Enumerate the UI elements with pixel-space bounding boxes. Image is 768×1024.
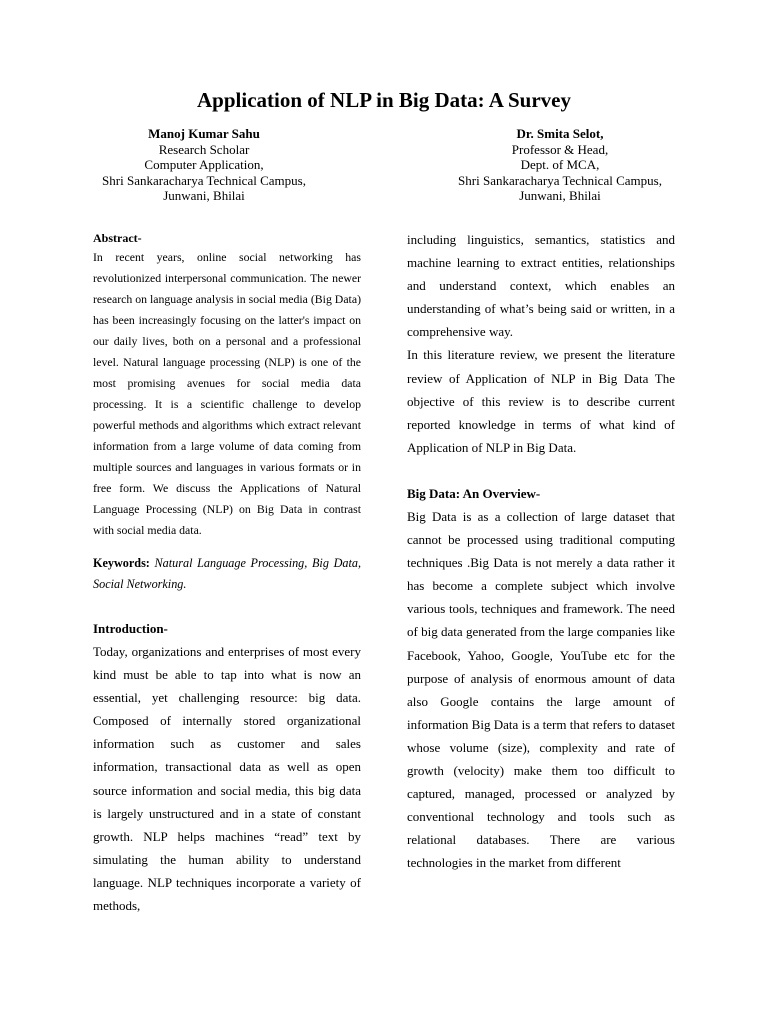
abstract-heading: Abstract- — [93, 231, 142, 245]
abstract-text: In recent years, online social networking has revolutionized interpersonal communication. The newer research on language analysis in social media (Big Data) has been increasingly focusing on the latter's impact on our daily lives, both on a personal and a professional level. Natural language processing (NLP) is one of the most promising avenues for social media data processing. It is a scientific challenge to develop powerful methods and algorithms which extract relevant information from a large volume of data coming from multiple sources and languages in various formats or in free form. We discuss the Applications of Natural Language Processing (NLP) on Big Data in contrast with social media data. — [93, 250, 361, 537]
introduction-continuation: including linguistics, semantics, statistics and machine learning to extract entities, relationships and understand context, which enables an understanding of what’s being said or written, in a comprehensive way. — [407, 232, 675, 340]
author-affiliation-line: Computer Application, — [144, 157, 264, 172]
keywords-text: Natural Language Processing, Big Data, Social Networking. — [93, 556, 361, 591]
keywords — [93, 553, 361, 595]
right-column — [407, 228, 675, 874]
author-name: Dr. Smita Selot, — [516, 126, 604, 141]
introduction-heading: Introduction- — [93, 621, 168, 636]
author-block-2 — [410, 126, 710, 204]
author-affiliation-line: Research Scholar — [158, 141, 250, 157]
big-data-heading: Big Data: An Overview- — [407, 485, 541, 501]
author-affiliation-line: Professor & Head, — [511, 141, 609, 157]
author-affiliation-line: Dept. of MCA, — [520, 157, 600, 172]
author-affiliation-line: Shri Sankaracharya Technical Campus, — [458, 172, 662, 188]
author-affiliation-line: Junwani, Bhilai — [519, 188, 601, 203]
author-affiliation-line: Shri Sankaracharya Technical Campus, — [102, 172, 306, 188]
left-column — [93, 230, 361, 917]
big-data-text: Big Data is as a collection of large dataset that cannot be processed using traditional computing techniques .Big Data is not merely a data rather it has become a complete subject which involve various tools, techniques and framework. The need of big data generated from the large companies like Facebook, Yahoo, Google, YouTube etc for the purpose of analysis of enormous amount of data also Google contains the large amount of information Big Data is a term that refers to dataset whose volume (size), complexity and rate of growth (velocity) make them too difficult to captured, managed, processed or analyzed by conventional technology and tools such as relational databases. There are various technologies in the market from different — [407, 508, 675, 871]
author-block-1 — [54, 126, 354, 204]
literature-review-paragraph: In this literature review, we present the literature review of Application of NLP in Big Data The objective of this review is to describe current reported knowledge in terms of what kind of Application of NLP in Big Data. — [407, 347, 675, 455]
introduction-text: Today, organizations and enterprises of most every kind must be able to tap into what is now an essential, yet challenging resource: big data. Composed of internally stored organizational information such as customer and sales information, transactional data as well as open source information and social media, this big data is largely unstructured and in a state of constant growth. NLP helps machines “read” text by simulating the human ability to understand language. NLP techniques incorporate a variety of methods, — [93, 644, 361, 914]
author-name: Manoj Kumar Sahu — [148, 126, 260, 141]
paper-title: Application of NLP in Big Data: A Survey — [197, 88, 571, 112]
author-affiliation-line: Junwani, Bhilai — [163, 188, 245, 203]
keywords-label: Keywords: — [93, 556, 150, 570]
